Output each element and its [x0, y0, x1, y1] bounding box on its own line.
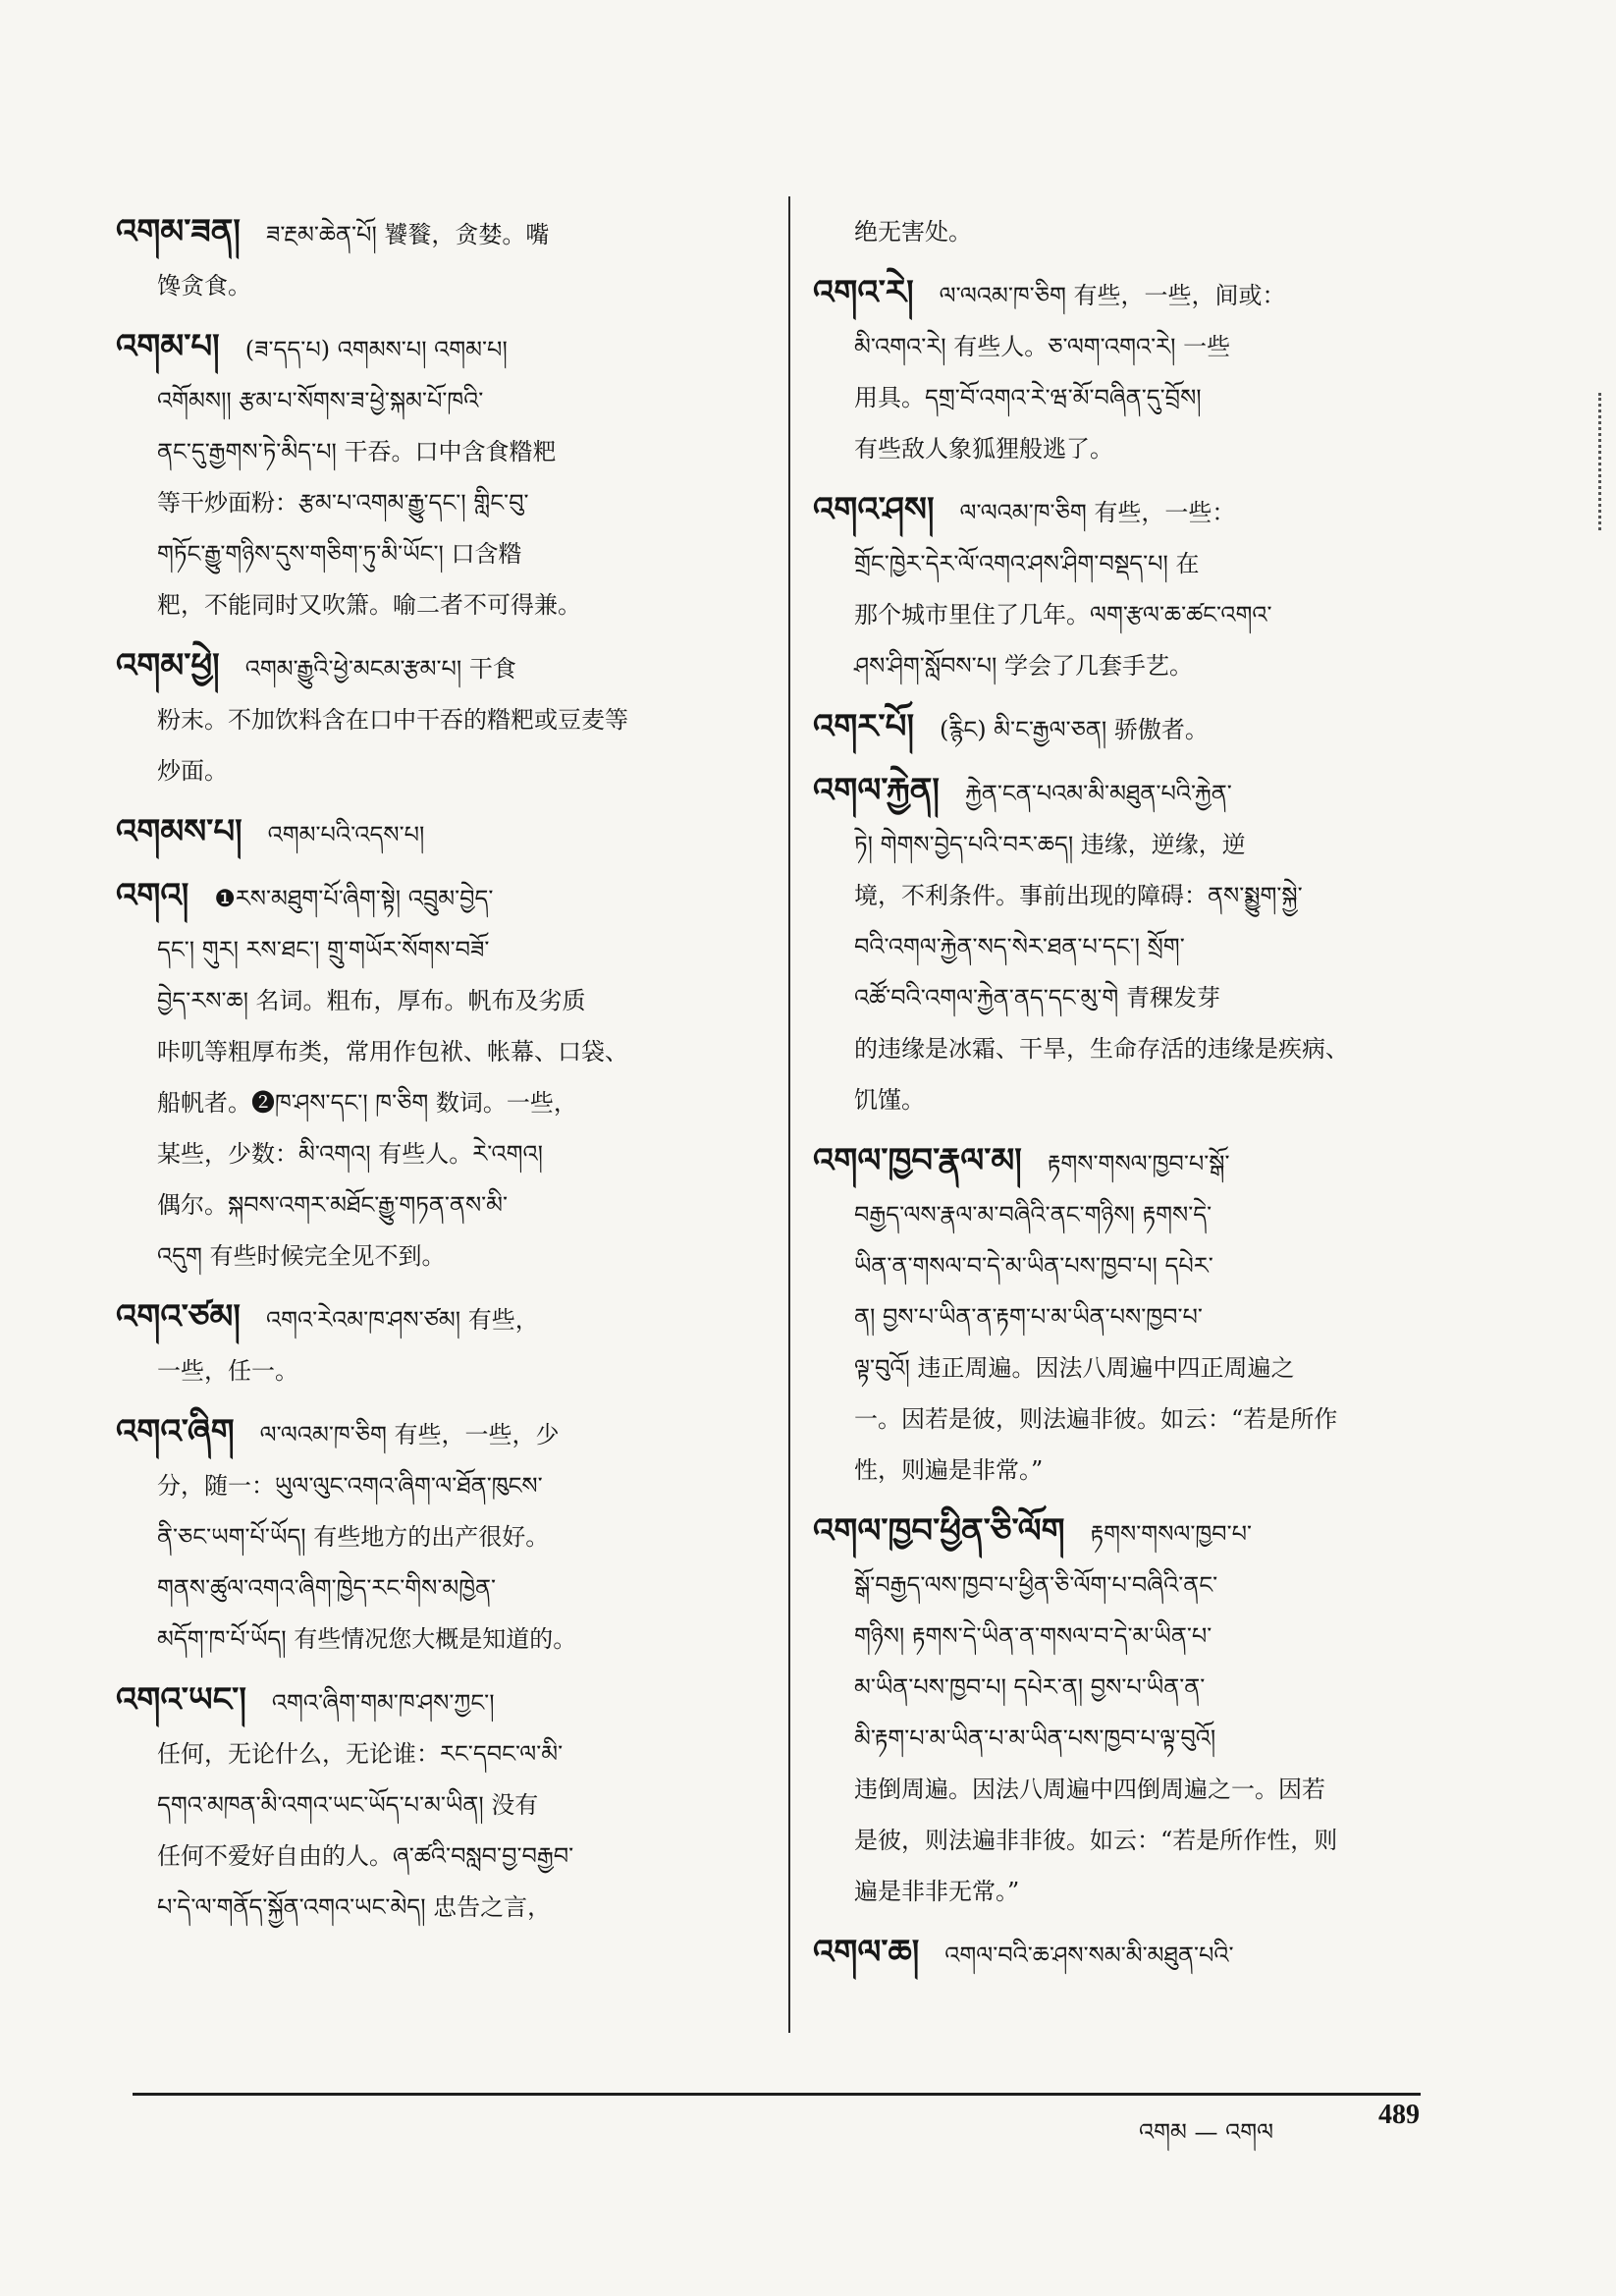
- definition-line: 有些敌人象狐狸般逃了。: [854, 435, 1113, 463]
- definition-line: སྒོ་བརྒྱད་ལས་ཁྱབ་པ་ཕྱིན་ཅི་ལོག་པ་བཞིའི་ནང་: [854, 1571, 1218, 1599]
- headword: འགལ་རྐྱེན།: [813, 771, 940, 810]
- headword: འགའ།: [116, 876, 189, 915]
- definition-line: གཏོང་རྒྱུ་གཉིས་དུས་གཅིག་ཏུ་མི་ཡོང་། 口含糌: [157, 540, 522, 568]
- definition-line: 粉末。不加饮料含在口中干吞的糌粑或豆麦等: [157, 706, 628, 734]
- definition-line: 境，不利条件。事前出现的障碍：ནས་སྨྱུག་སྐྱེ་: [854, 882, 1303, 909]
- column-divider: [788, 196, 790, 2033]
- definition-line: ན། བྱས་པ་ཡིན་ན་རྟག་པ་མ་ཡིན་པས་ཁྱབ་པ་: [854, 1303, 1203, 1331]
- dictionary-entry: [813, 1505, 1441, 1917]
- entry-first-line: [813, 1135, 1441, 1189]
- definition-text: འགའ་ཞིག་གམ་ཁ་ཤས་ཀྱང་།: [271, 1689, 495, 1717]
- definition-text: ❶རས་མཐུག་པོ་ཞིག་སྟེ། འབྲུམ་བྱེད་: [214, 885, 494, 912]
- entry-first-line: [116, 1291, 754, 1345]
- definition-text: ཟ་རྔམ་ཆེན་པོ། 饕餮，贪婪。嘴: [265, 221, 550, 248]
- entry-first-line: [116, 206, 754, 260]
- definition-line: 船帆者。❷ཁ་ཤས་དང་། ཁ་ཅིག 数词。一些，: [157, 1089, 577, 1117]
- definition-line: དགའ་མཁན་མི་འགའ་ཡང་ཡོད་པ་མ་ཡིན། 没有: [157, 1791, 539, 1819]
- headword: འགམས་པ།: [116, 812, 242, 851]
- definition-line: 粑，不能同时又吹箫。喻二者不可得兼。: [157, 591, 581, 619]
- definition-line: 饥馑。: [854, 1086, 925, 1114]
- dictionary-entry: [813, 701, 1441, 755]
- dictionary-entry: [116, 1291, 754, 1396]
- scan-edge-marks: [1598, 393, 1611, 530]
- definition-line: བརྒྱད་ལས་རྣལ་མ་བཞིའི་ནང་གཉིས། རྟགས་དེ་: [854, 1201, 1212, 1229]
- definition-line: 咔叽等粗厚布类，常用作包袱、帐幕、口袋、: [157, 1038, 628, 1066]
- definition-line: དང་། གུར། རས་ཐང་། གྲུ་གཡོར་སོགས་བཟོ་: [157, 936, 490, 963]
- definition-line: 用具。དགྲ་བོ་འགའ་རེ་ཝ་མོ་བཞིན་དུ་བྲོས།: [854, 384, 1202, 411]
- definition-text: རྟགས་གསལ་ཁྱབ་པ་སྒོ་: [1047, 1150, 1230, 1177]
- definition-line: མ་ཡིན་པས་ཁྱབ་པ། དཔེར་ན། བྱས་པ་ཡིན་ན་: [854, 1673, 1206, 1701]
- definition-text: ལ་ལའམ་ཁ་ཅིག 有些，一些，少: [259, 1421, 560, 1449]
- definition-line: བྱེད་རས་ཆ། 名词。粗布，厚布。帆布及劣质: [157, 987, 586, 1014]
- guide-words: འགམ — འགལ: [1139, 2118, 1274, 2146]
- definition-line: 违倒周遍。因法八周遍中四倒周遍之一。因若: [854, 1776, 1325, 1803]
- definition-line: འགོམས།། རྩམ་པ་སོགས་ཟ་ཕྱེ་སྐམ་པོ་ཁའི་: [157, 387, 484, 414]
- definition-line: 某些，少数：མི་འགའ། 有些人。རེ་འགའ།: [157, 1140, 543, 1168]
- definition-text: (ཟ་དད་པ) འགམས་པ། འགམ་པ།: [244, 336, 508, 363]
- definition-line: 偶尔。སྐབས་འགར་མཐོང་རྒྱུ་གཏན་ནས་མི་: [157, 1191, 509, 1219]
- definition-line: འཚོ་བའི་འགལ་རྐྱེན་ནད་དང་མུ་གེ 青稞发芽: [854, 984, 1220, 1011]
- definition-text: འགམ་རྒྱུའི་ཕྱེ་མངམ་རྩམ་པ། 干食: [244, 655, 516, 683]
- headword: འགམ་ཕྱེ།: [116, 646, 220, 685]
- entry-first-line: [116, 321, 754, 375]
- entry-first-line: [813, 484, 1441, 538]
- definition-text: འགའ་རེའམ་ཁ་ཤས་ཙམ། 有些，: [265, 1306, 539, 1334]
- dictionary-entry: [813, 206, 1441, 257]
- dictionary-entry: [813, 484, 1441, 691]
- dictionary-entry: [813, 1927, 1441, 1981]
- definition-line: 等干炒面粉：རྩམ་པ་འགམ་རྒྱུ་དང་། གླིང་བུ་: [157, 489, 529, 517]
- definition-line: 那个城市里住了几年。ལག་རྩལ་ཆ་ཚང་འགའ་: [854, 601, 1272, 629]
- definition-line: མདོག་ཁ་པོ་ཡོད། 有些情况您大概是知道的。: [157, 1625, 577, 1653]
- entry-first-line: [116, 1406, 754, 1460]
- dictionary-entry: [116, 1674, 754, 1933]
- definition-line: 任何，无论什么，无论谁：རང་དབང་ལ་མི་: [157, 1740, 564, 1768]
- dictionary-entry: [813, 267, 1441, 474]
- entry-first-line: [813, 701, 1441, 755]
- entry-first-line: [813, 267, 1441, 321]
- definition-line: འདུག 有些时候完全见不到。: [157, 1242, 446, 1270]
- headword: འགའ་རེ།: [813, 273, 914, 312]
- definition-line: 一些，任一。: [157, 1357, 298, 1385]
- definition-line: པ་དེ་ལ་གནོད་སྐྱོན་འགའ་ཡང་མེད། 忠告之言，: [157, 1893, 552, 1921]
- entry-first-line: [813, 765, 1441, 819]
- headword: འགའ་ཡང་།: [116, 1680, 246, 1720]
- dictionary-entry: [813, 1135, 1441, 1496]
- definition-line: ལྟ་བུའོ། 违正周遍。因法八周遍中四正周遍之: [854, 1354, 1295, 1382]
- headword: འགམ་ཟན།: [116, 212, 241, 251]
- headword: འགའ་ཤས།: [813, 490, 935, 529]
- definition-line: 的违缘是冰霜、干旱，生命存活的违缘是疾病、: [854, 1035, 1349, 1063]
- definition-text: ལ་ལའམ་ཁ་ཅིག 有些，一些，间或：: [939, 282, 1286, 309]
- definition-text: (རྙིང) མི་ང་རྒྱལ་ཅན། 骄傲者。: [940, 716, 1209, 743]
- headword: འགམ་པ།: [116, 327, 220, 366]
- left-column: [116, 206, 754, 1942]
- entry-first-line: [813, 1505, 1441, 1559]
- dictionary-entry: [813, 765, 1441, 1125]
- entry-first-line: [116, 1674, 754, 1728]
- entry-first-line: [116, 870, 754, 924]
- headword: འགའ་ཙམ།: [116, 1297, 241, 1337]
- definition-line: 分，随一：ཡུལ་ལུང་འགའ་ཞིག་ལ་ཐོན་ཁུངས་: [157, 1472, 543, 1500]
- definition-line: 一。因若是彼，则法遍非彼。如云：“若是所作: [854, 1405, 1338, 1433]
- definition-text: རྟགས་གསལ་ཁྱབ་པ་: [1090, 1520, 1253, 1548]
- definition-text: རྐྱེན་ངན་པའམ་མི་མཐུན་པའི་རྐྱེན་: [964, 780, 1232, 807]
- definition-line: ཤས་ཤིག་སློབས་པ། 学会了几套手艺。: [854, 652, 1193, 680]
- definition-line: 性，则遍是非常。”: [854, 1456, 1044, 1484]
- definition-line: 炒面。: [157, 757, 228, 785]
- dictionary-entry: [116, 206, 754, 311]
- dictionary-entry: [116, 870, 754, 1282]
- definition-line: མི་འགའ་རེ། 有些人。ཅ་ལག་འགའ་རེ། 一些: [854, 333, 1231, 360]
- definition-line: གནས་ཚུལ་འགའ་ཞིག་ཁྱེད་རང་གིས་མཁྱེན་: [157, 1574, 497, 1602]
- definition-text: འགམ་པའི་འདས་པ།: [267, 821, 425, 848]
- definition-line: ཡིན་ན་གསལ་བ་དེ་མ་ཡིན་པས་ཁྱབ་པ། དཔེར་: [854, 1252, 1213, 1280]
- footer-rule: [133, 2093, 1421, 2096]
- page-number: 489: [1378, 2100, 1420, 2130]
- headword: འགའ་ཞིག: [116, 1412, 235, 1451]
- entry-first-line: [813, 1927, 1441, 1981]
- entry-first-line: [813, 206, 1441, 257]
- right-column: [813, 206, 1441, 1991]
- entry-first-line: [116, 640, 754, 694]
- headword: འགལ་ཆ།: [813, 1933, 920, 1972]
- definition-line: ཏེ། གེགས་བྱེད་པའི་བར་ཆད། 违缘，逆缘，逆: [854, 831, 1246, 858]
- headword: འགལ་ཁྱབ་ཕྱིན་ཅི་ལོག: [813, 1511, 1065, 1551]
- definition-line: 馋贪食。: [157, 272, 251, 300]
- definition-line: ནང་དུ་རྒྱགས་ཏེ་མིད་པ། 干吞。口中含食糌粑: [157, 438, 557, 465]
- definition-line: ནི་ཅང་ཡག་པོ་ཡོད། 有些地方的出产很好。: [157, 1523, 550, 1551]
- definition-line: གྲོང་ཁྱེར་དེར་ལོ་འགའ་ཤས་ཤིག་བསྡད་པ། 在: [854, 550, 1200, 577]
- dictionary-entry: [116, 640, 754, 796]
- definition-text: ལ་ལའམ་ཁ་ཅིག 有些，一些：: [959, 499, 1236, 526]
- definition-line: 遍是非非无常。”: [854, 1878, 1020, 1905]
- dictionary-entry: [116, 321, 754, 630]
- definition-line: མི་རྟག་པ་མ་ཡིན་པ་མ་ཡིན་པས་ཁྱབ་པ་ལྟ་བུའོ།: [854, 1724, 1216, 1752]
- definition-line: 是彼，则法遍非非彼。如云：“若是所作性，则: [854, 1827, 1338, 1854]
- definition-text: 绝无害处。: [854, 218, 972, 246]
- entry-first-line: [116, 806, 754, 860]
- definition-text: འགལ་བའི་ཆ་ཤས་སམ་མི་མཐུན་པའི་: [944, 1941, 1234, 1969]
- dictionary-entry: [116, 1406, 754, 1665]
- headword: འགལ་ཁྱབ་རྣལ་མ།: [813, 1141, 1022, 1180]
- dictionary-entry: [116, 806, 754, 860]
- definition-line: བའི་འགལ་རྐྱེན་སད་སེར་ཐན་པ་དང་། སྲོག་: [854, 933, 1185, 960]
- headword: འགར་པོ།: [813, 707, 915, 746]
- definition-line: 任何不爱好自由的人。ཞ་ཚའི་བསླབ་བྱ་བརྒྱབ་: [157, 1842, 574, 1870]
- definition-line: གཉིས། རྟགས་དེ་ཡིན་ན་གསལ་བ་དེ་མ་ཡིན་པ་: [854, 1622, 1212, 1650]
